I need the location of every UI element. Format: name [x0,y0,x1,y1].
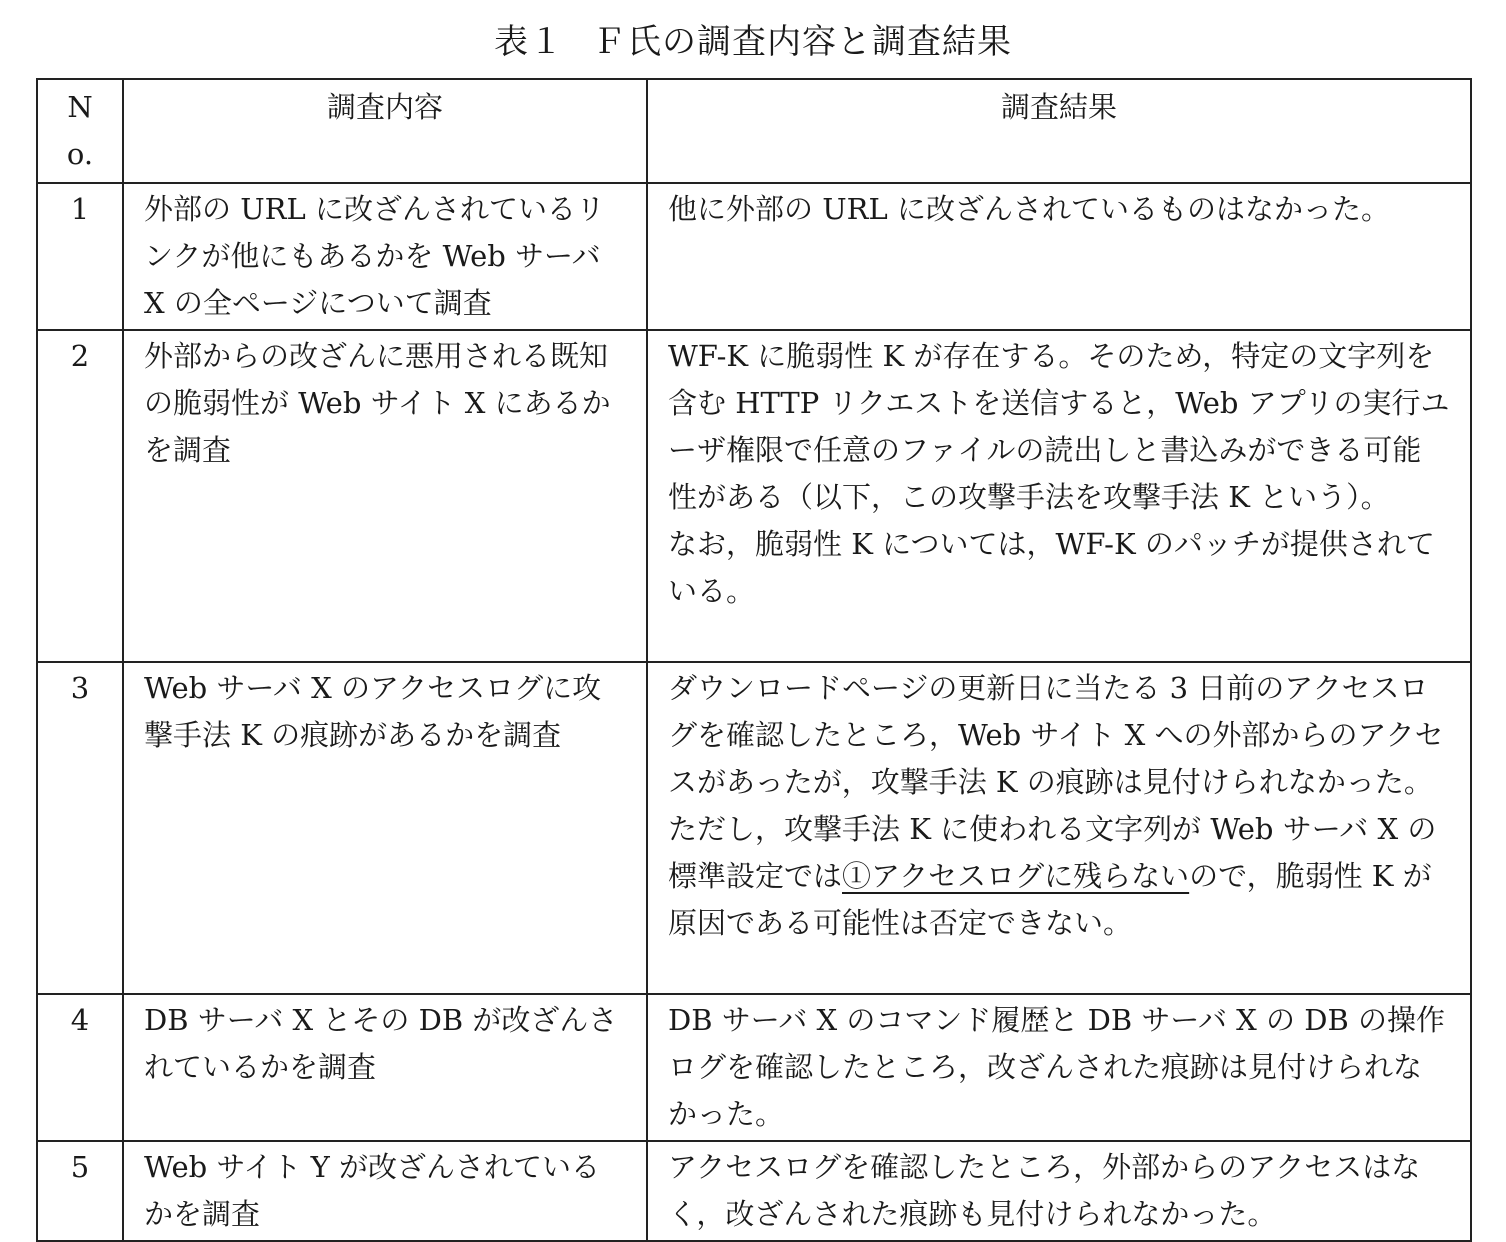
survey-result [647,330,1471,662]
row-number: 4 [37,994,123,1141]
survey-item: DB サーバ X とその DB が改ざんされているかを調査 [123,994,647,1141]
survey-result: アクセスログを確認したところ，外部からのアクセスはなく，改ざんされた痕跡も見付けられなかった。 [647,1141,1471,1241]
table-row [37,662,1471,994]
row-number: 5 [37,1141,123,1241]
survey-item: 外部からの改ざんに悪用される既知の脆弱性が Web サイト X にあるかを調査 [123,330,647,662]
survey-table [36,78,1472,1242]
survey-item: 外部の URL に改ざんされているリンクが他にもあるかを Web サーバ X の全ページについて調査 [123,183,647,330]
survey-item: Web サーバ X のアクセスログに攻撃手法 K の痕跡があるかを調査 [123,662,647,994]
row-number: 1 [37,183,123,330]
survey-result: 他に外部の URL に改ざんされているものはなかった。 [647,183,1471,330]
header-survey-result: 調査結果 [647,79,1471,183]
result-note: なお，脆弱性 K については，WF-K のパッチが提供されている。 [668,527,1435,608]
survey-result: DB サーバ X のコマンド履歴と DB サーバ X の DB の操作ログを確認したところ，改ざんされた痕跡は見付けられなかった。 [647,994,1471,1141]
table-caption [0,18,1506,66]
table-number: 表１ [494,22,564,62]
result-text: ダウンロードページの更新日に当たる 3 日前のアクセスログを確認したところ，Web サイト X への外部からのアクセスがあったが，攻撃手法 K の痕跡は見付けられなかった。ただし，攻撃手法 K に使われる文字列が Web サーバ X の標準設定では [668,671,1444,893]
header-no: No. [37,79,123,183]
survey-item: Web サイト Y が改ざんされているかを調査 [123,1141,647,1241]
survey-result [647,662,1471,994]
underlined-phrase: ①アクセスログに残らない [842,859,1190,893]
row-number: 2 [37,330,123,662]
table-row [37,330,1471,662]
row-number: 3 [37,662,123,994]
result-text-end: ので，脆弱性 K が原因である可能性は否定できない。 [668,859,1432,940]
header-row [37,79,1471,183]
table-title: Ｆ氏の調査内容と調査結果 [592,22,1012,62]
table-row [37,1141,1471,1241]
header-survey-item: 調査内容 [123,79,647,183]
table-row [37,994,1471,1141]
table-row [37,183,1471,330]
result-paragraph: WF-K に脆弱性 K が存在する。そのため，特定の文字列を含む HTTP リクエストを送信すると，Web アプリの実行ユーザ権限で任意のファイルの読出しと書込みができる可能性がある（以下，この攻撃手法を攻撃手法 K という）。 [668,339,1450,514]
